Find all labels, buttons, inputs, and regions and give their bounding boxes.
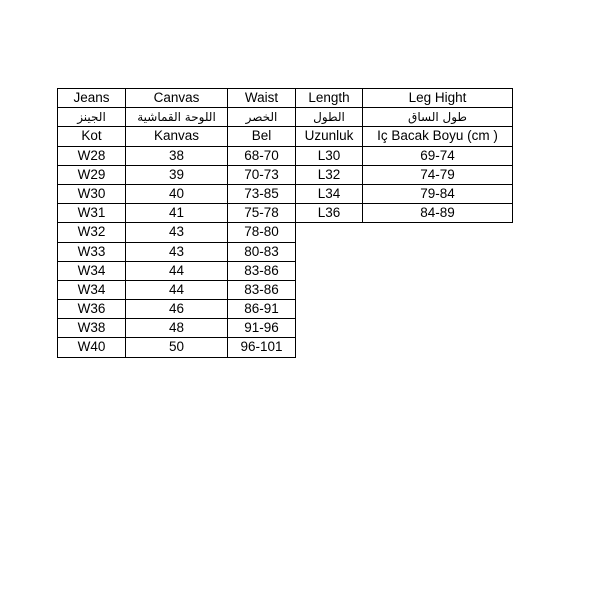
cell-canvas: 39 xyxy=(126,165,228,184)
cell-waist: 68-70 xyxy=(228,146,296,165)
cell-length: L32 xyxy=(296,165,363,184)
cell-size: W40 xyxy=(58,338,126,357)
cell-size: W38 xyxy=(58,319,126,338)
header-cell-jeans: Jeans xyxy=(58,89,126,108)
cell-waist: 91-96 xyxy=(228,319,296,338)
size-chart xyxy=(57,88,513,358)
cell-canvas: 50 xyxy=(126,338,228,357)
cell-waist: 73-85 xyxy=(228,184,296,203)
cell-waist: 83-86 xyxy=(228,280,296,299)
header-row-english xyxy=(58,89,513,108)
header-cell-waist-ar: الخصر xyxy=(228,108,296,127)
cell-waist: 86-91 xyxy=(228,300,296,319)
cell-size: W29 xyxy=(58,165,126,184)
header-cell-leg-hight-tr: Iç Bacak Boyu (cm ) xyxy=(363,127,513,146)
cell-size: W28 xyxy=(58,146,126,165)
row-w34-duplicate xyxy=(58,280,513,299)
header-cell-waist-tr: Bel xyxy=(228,127,296,146)
cell-length: L34 xyxy=(296,184,363,203)
header-cell-length-tr: Uzunluk xyxy=(296,127,363,146)
row-w28 xyxy=(58,146,513,165)
cell-canvas: 41 xyxy=(126,204,228,223)
cell-size: W34 xyxy=(58,280,126,299)
row-w34 xyxy=(58,261,513,280)
cell-size: W36 xyxy=(58,300,126,319)
cell-canvas: 44 xyxy=(126,280,228,299)
cell-size: W30 xyxy=(58,184,126,203)
header-row-arabic xyxy=(58,108,513,127)
cell-waist: 70-73 xyxy=(228,165,296,184)
cell-leg-hight: 69-74 xyxy=(363,146,513,165)
row-w38 xyxy=(58,319,513,338)
header-cell-canvas-tr: Kanvas xyxy=(126,127,228,146)
cell-leg-hight: 79-84 xyxy=(363,184,513,203)
header-cell-canvas-ar: اللوحة القماشية xyxy=(126,108,228,127)
cell-canvas: 40 xyxy=(126,184,228,203)
cell-waist: 96-101 xyxy=(228,338,296,357)
row-w30 xyxy=(58,184,513,203)
header-cell-jeans-ar: الجينز xyxy=(58,108,126,127)
cell-length: L36 xyxy=(296,204,363,223)
header-row-turkish xyxy=(58,127,513,146)
row-w29 xyxy=(58,165,513,184)
header-cell-leg-hight: Leg Hight xyxy=(363,89,513,108)
header-cell-jeans-tr: Kot xyxy=(58,127,126,146)
size-chart-table xyxy=(57,88,513,358)
cell-leg-hight: 74-79 xyxy=(363,165,513,184)
cell-size: W33 xyxy=(58,242,126,261)
header-cell-leg-hight-ar: طول الساق xyxy=(363,108,513,127)
row-w31 xyxy=(58,204,513,223)
cell-waist: 78-80 xyxy=(228,223,296,242)
row-w40 xyxy=(58,338,513,357)
cell-size: W32 xyxy=(58,223,126,242)
header-cell-length: Length xyxy=(296,89,363,108)
row-w33 xyxy=(58,242,513,261)
header-cell-waist: Waist xyxy=(228,89,296,108)
cell-length: L30 xyxy=(296,146,363,165)
cell-canvas: 46 xyxy=(126,300,228,319)
header-cell-canvas: Canvas xyxy=(126,89,228,108)
cell-size: W31 xyxy=(58,204,126,223)
cell-canvas: 43 xyxy=(126,242,228,261)
cell-canvas: 48 xyxy=(126,319,228,338)
cell-canvas: 44 xyxy=(126,261,228,280)
cell-canvas: 43 xyxy=(126,223,228,242)
row-w32 xyxy=(58,223,513,242)
cell-waist: 83-86 xyxy=(228,261,296,280)
cell-leg-hight: 84-89 xyxy=(363,204,513,223)
cell-waist: 75-78 xyxy=(228,204,296,223)
cell-size: W34 xyxy=(58,261,126,280)
cell-canvas: 38 xyxy=(126,146,228,165)
row-w36 xyxy=(58,300,513,319)
cell-waist: 80-83 xyxy=(228,242,296,261)
header-cell-length-ar: الطول xyxy=(296,108,363,127)
